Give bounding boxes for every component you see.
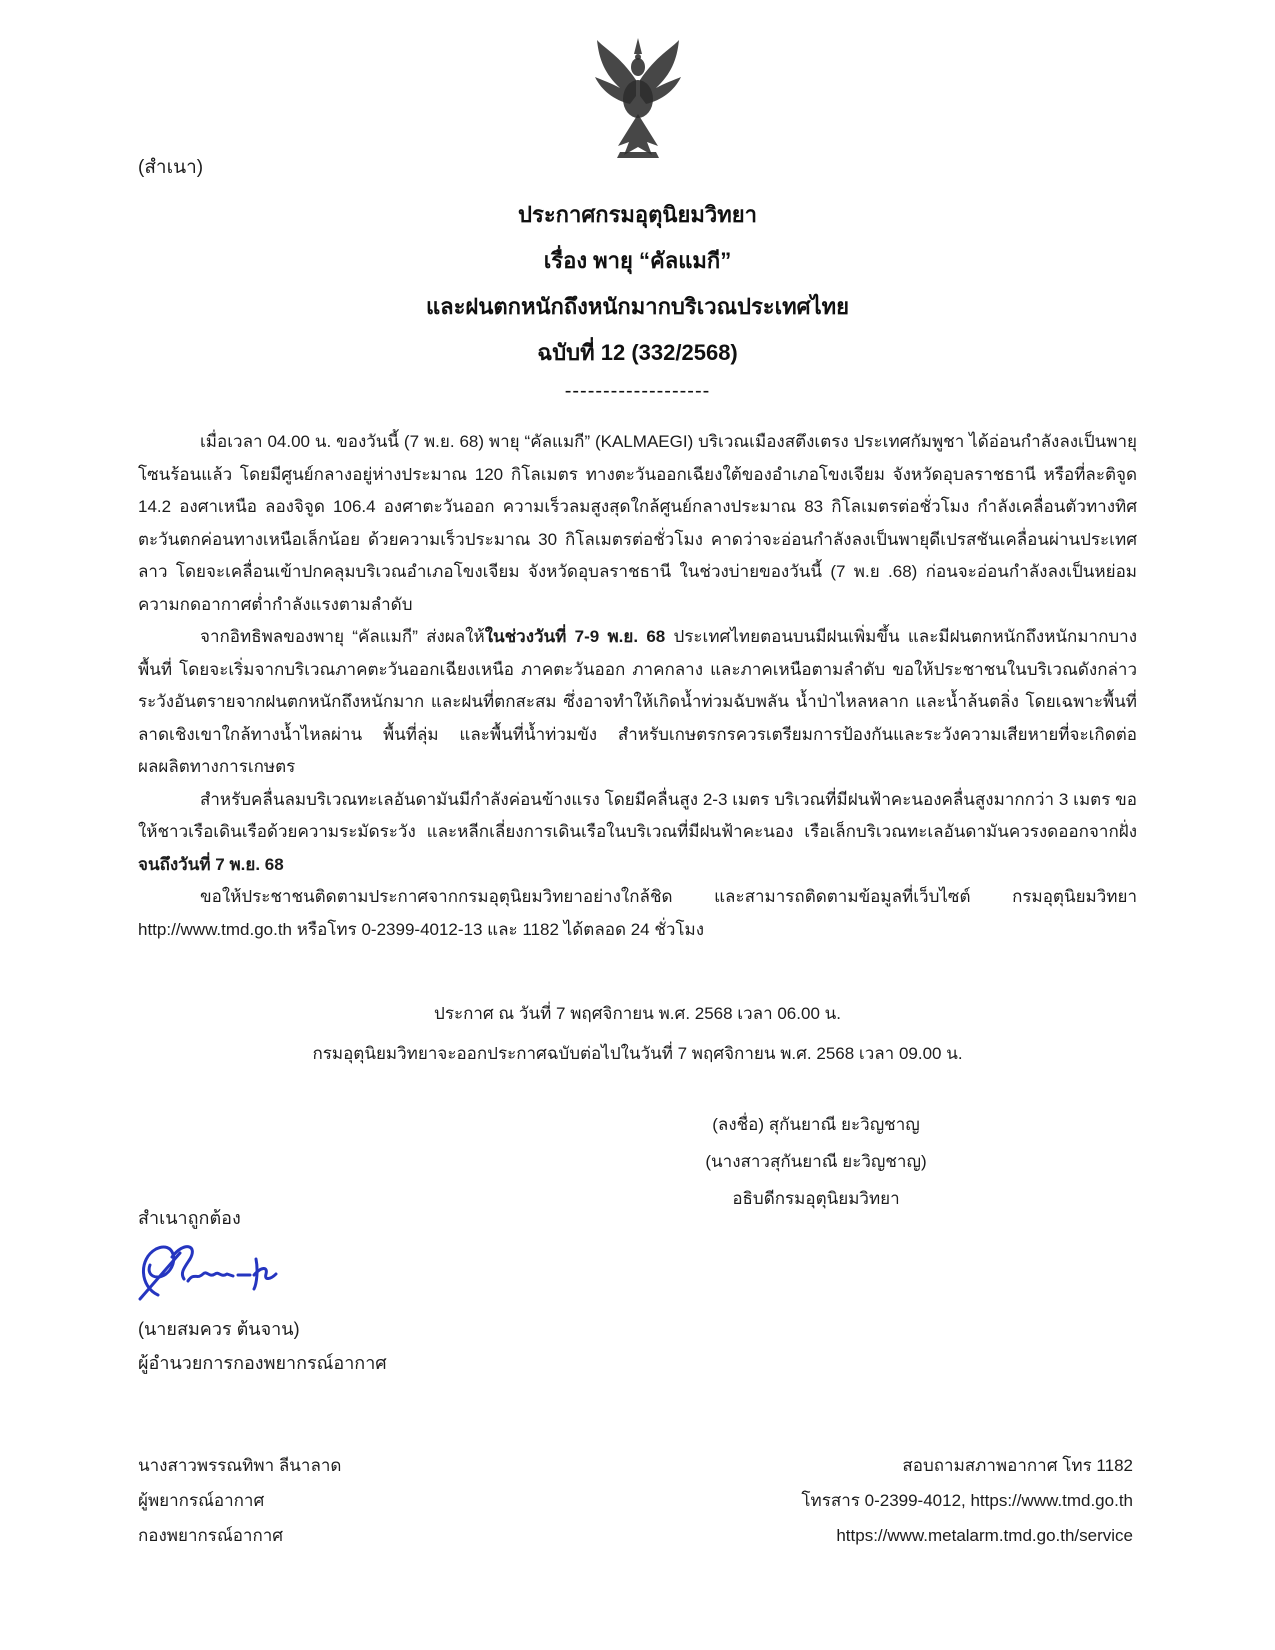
document-header [138, 192, 1137, 404]
emblem-wrap [138, 36, 1137, 166]
fax-and-website: โทรสาร 0-2399-4012, https://www.tmd.go.th [801, 1491, 1133, 1510]
paragraph: เมื่อเวลา 04.00 น. ของวันนี้ (7 พ.ย. 68) พายุ “คัลแมกี” (KALMAEGI) บริเวณเมืองสตึงเตรง ประเทศกัมพูชา ได้อ่อนกำลังลงเป็นพายุโซนร้อนแล้ว โดยมีศูนย์กลางอยู่ห่างประมาณ 120 กิโลเมตร ทางตะวันออกเฉียงใต้ของอำเภอโขงเจียม จังหวัดอุบลราชธานี หรือที่ละติจูด 14.2 องศาเหนือ ลองจิจูด 106.4 องศาตะวันออก ความเร็วลมสูงสุดใกล้ศูนย์กลางประมาณ 83 กิโลเมตรต่อชั่วโมง กำลังเคลื่อนตัวทางทิศตะวันตกค่อนทางเหนือเล็กน้อย ด้วยความเร็วประมาณ 30 กิโลเมตรต่อชั่วโมง คาดว่าจะอ่อนกำลังลงเป็นพายุดีเปรสชันเคลื่อนผ่านประเทศลาว โดยจะเคลื่อนเข้าปกคลุมบริเวณอำเภอโขงเจียม จังหวัดอุบลราชธานี ในช่วงบ่ายของวันนี้ (7 พ.ย .68) ก่อนจะอ่อนกำลังลงเป็นหย่อมความกดอากาศต่ำกำลังแรงตามลำดับ [138, 432, 1137, 614]
signer-name-line: (นางสาวสุกันยาณี ยะวิญชาญ) [705, 1152, 927, 1171]
subject-line-1: เรื่อง พายุ “คัลแมกี” [543, 248, 732, 273]
next-issue-line: กรมอุตุนิยมวิทยาจะออกประกาศฉบับต่อไปในวันที่ 7 พฤศจิกายน พ.ศ. 2568 เวลา 09.00 น. [312, 1044, 963, 1063]
forecaster-title: ผู้พยากรณ์อากาศ [138, 1491, 265, 1510]
signature-block [630, 1106, 1002, 1217]
issue-number-line: ฉบับที่ 12 (332/2568) [537, 340, 738, 365]
announcement-block [138, 994, 1137, 1074]
copy-label: (สำเนา) [138, 157, 204, 178]
certifier-position: ผู้อำนวยการกองพยากรณ์อากาศ [138, 1353, 387, 1373]
certified-copy-label: สำเนาถูกต้อง [138, 1208, 241, 1228]
metalarm-url: https://www.metalarm.tmd.go.th/service [836, 1526, 1133, 1545]
document-title: ประกาศกรมอุตุนิยมวิทยา [518, 202, 757, 227]
forecaster-division: กองพยากรณ์อากาศ [138, 1526, 284, 1545]
announcement-date-line: ประกาศ ณ วันที่ 7 พฤศจิกายน พ.ศ. 2568 เวลา 06.00 น. [434, 1004, 841, 1023]
certification-block [138, 1203, 387, 1378]
weather-inquiry-phone: สอบถามสภาพอากาศ โทร 1182 [902, 1456, 1133, 1475]
signed-by-line: (ลงชื่อ) สุกันยาณี ยะวิญชาญ [712, 1115, 920, 1134]
footer-left-block [138, 1448, 341, 1553]
paragraph: สำหรับคลื่นลมบริเวณทะเลอันดามันมีกำลังค่อนข้างแรง โดยมีคลื่นสูง 2-3 เมตร บริเวณที่มีฝนฟ้าคะนองคลื่นสูงมากกว่า 3 เมตร ขอให้ชาวเรือเดินเรือด้วยความระมัดระวัง และหลีกเลี่ยงการเดินเรือในบริเวณที่มีฝนฟ้าคะนอง เรือเล็กบริเวณทะเลอันดามันควรงดออกจากฝั่งจนถึงวันที่ 7 พ.ย. 68 [138, 789, 1137, 874]
certifier-name: (นายสมควร ต้นจาน) [138, 1319, 300, 1339]
paragraph: ขอให้ประชาชนติดตามประกาศจากกรมอุตุนิยมวิทยาอย่างใกล้ชิด และสามารถติดตามข้อมูลที่เว็บไซต์ กรมอุตุนิยมวิทยา http://www.tmd.go.th หรือโทร 0-2399-4012-13 และ 1182 ได้ตลอด 24 ชั่วโมง [138, 887, 1137, 939]
handwritten-signature-icon [134, 1237, 292, 1303]
header-divider: ------------------- [564, 380, 711, 402]
signer-position-line: อธิบดีกรมอุตุนิยมวิทยา [732, 1189, 900, 1208]
paragraph: จากอิทธิพลของพายุ “คัลแมกี” ส่งผลให้ในช่วงวันที่ 7-9 พ.ย. 68 ประเทศไทยตอนบนมีฝนเพิ่มขึ้น และมีฝนตกหนักถึงหนักมากบางพื้นที่ โดยจะเริ่มจากบริเวณภาคตะวันออกเฉียงเหนือ ภาคตะวันออก ภาคกลาง และภาคเหนือตามลำดับ ขอให้ประชาชนในบริเวณดังกล่าวระวังอันตรายจากฝนตกหนักถึงหนักมาก และฝนที่ตกสะสม ซึ่งอาจทำให้เกิดน้ำท่วมฉับพลัน น้ำป่าไหลหลาก และน้ำล้นตลิ่ง โดยเฉพาะพื้นที่ลาดเชิงเขาใกล้ทางน้ำไหลผ่าน พื้นที่ลุ่ม และพื้นที่น้ำท่วมขัง สำหรับเกษตรกรควรเตรียมการป้องกันและระวังความเสียหายที่จะเกิดต่อผลผลิตทางการเกษตร [138, 627, 1137, 776]
footer-right-block [801, 1448, 1133, 1553]
body-paragraphs [138, 426, 1137, 946]
garuda-emblem-icon [590, 36, 686, 164]
forecaster-name: นางสาวพรรณทิพา ลีนาลาด [138, 1456, 342, 1475]
subject-line-2: และฝนตกหนักถึงหนักมากบริเวณประเทศไทย [425, 294, 850, 319]
